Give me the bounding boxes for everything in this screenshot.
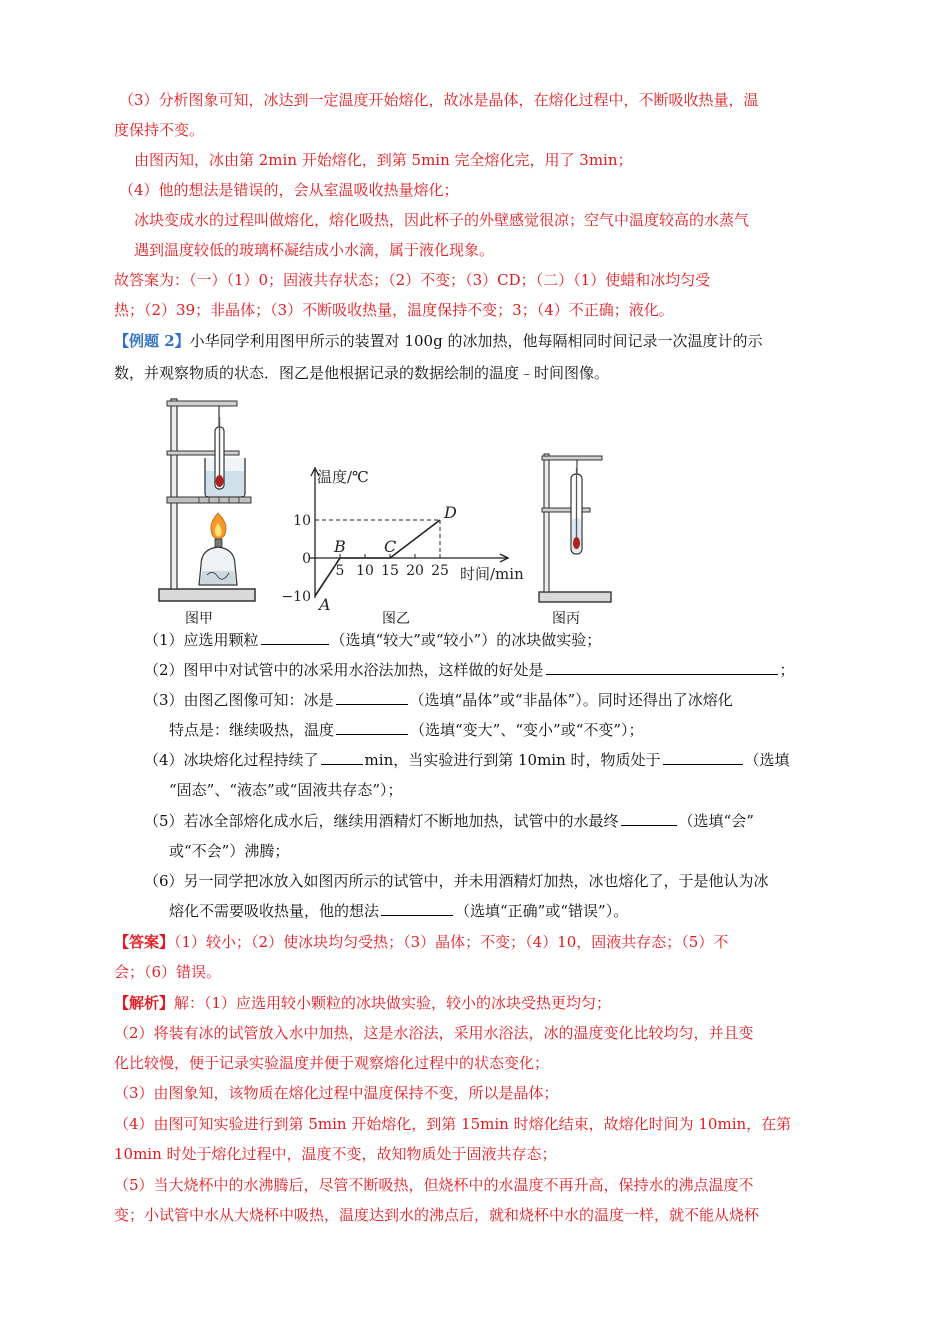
x-tick-label: 10 [356, 563, 374, 579]
answer-text: （1）较小；（2）使冰块均匀受热；（3）晶体；不变；（4）10，固液共存态；（5）不 [174, 933, 729, 951]
y-tick-label: 0 [302, 551, 311, 567]
prev-analysis-line: 度保持不变。 [114, 121, 205, 139]
analysis-line [114, 992, 611, 1014]
y-tick-label: 10 [293, 513, 311, 529]
question-5 [144, 810, 754, 832]
question-2 [144, 659, 795, 681]
answer-blank[interactable] [261, 630, 329, 645]
analysis-line: （4）由图可知实验进行到第 5min 开始熔化，到第 15min 时熔化结束，故熔化时间为 10min，在第 [114, 1115, 792, 1133]
figure-caption-bing: 图丙 [552, 611, 580, 627]
question-4-text2: min，当实验进行到第 10min 时，物质处于 [364, 751, 661, 769]
analysis-text: 解：（1）应选用较小颗粒的冰块做实验，较小的冰块受热更均匀； [174, 994, 612, 1012]
question-5-text: （5）若冰全部熔化成水后，继续用酒精灯不断地加热，试管中的水最终 [144, 812, 619, 830]
question-3-cont [169, 719, 644, 741]
prev-answer-line: 热；（2）39；非晶体；（3）不断吸收热量，温度保持不变；3；（4）不正确；液化。 [114, 301, 674, 319]
question-6-cont [169, 900, 628, 922]
answer-blank[interactable] [663, 750, 743, 765]
question-3-text2: 特点是：继续吸热，温度 [169, 721, 335, 739]
question-4-cont: “固态”、“液态”或“固液共存态”）； [169, 781, 403, 799]
answer-blank[interactable] [321, 750, 363, 765]
analysis-line: （3）由图象知，该物质在熔化过程中温度保持不变，所以是晶体； [114, 1084, 559, 1102]
analysis-tag: 【解析】 [114, 994, 175, 1012]
answer-blank[interactable] [381, 901, 453, 916]
x-tick-label: 5 [335, 563, 345, 579]
prev-analysis-line: 遇到温度较低的玻璃杯凝结成小水滴，属于液化现象。 [134, 241, 495, 259]
question-4 [144, 749, 790, 771]
example-tag: 【例题 2】 [114, 332, 190, 350]
example-intro-line2: 数，并观察物质的状态．图乙是他根据记录的数据绘制的温度﹣时间图像。 [114, 364, 610, 382]
x-tick-label: 20 [406, 563, 424, 579]
prev-analysis-line: （3）分析图象可知，冰达到一定温度开始熔化，故冰是晶体，在熔化过程中，不断吸收热量，温 [119, 91, 759, 109]
question-1 [144, 629, 601, 651]
answer-line2: 会；（6）错误。 [114, 963, 222, 981]
question-1-hint: （选填“较大”或“较小”）的冰块做实验； [330, 631, 602, 649]
x-axis-label: 时间/min [460, 565, 524, 583]
analysis-line: （5）当大烧杯中的水沸腾后，尽管不断吸热，但烧杯中的水温度不再升高，保持水的沸点温度不 [114, 1176, 754, 1194]
apparatus-bing-figure [535, 450, 615, 608]
prev-analysis-line: （4）他的想法是错误的，会从室温吸收热量熔化； [119, 181, 459, 199]
question-3-hint: （选填“晶体”或“非晶体”）。同时还得出了冰熔化 [409, 691, 733, 709]
example-intro [114, 330, 762, 352]
question-5-hint: （选填“会” [678, 812, 754, 830]
point-label: A [319, 595, 331, 614]
point-label: B [334, 537, 346, 556]
point-label: C [384, 537, 397, 556]
answer-line [114, 931, 728, 953]
point-label: D [444, 503, 457, 522]
analysis-line: 化比较慢，便于记录实验温度并便于观察熔化过程中的状态变化； [114, 1054, 550, 1072]
question-1-text: （1）应选用颗粒 [144, 631, 259, 649]
y-axis-label: 温度/℃ [317, 468, 369, 486]
answer-blank[interactable] [621, 811, 677, 826]
question-4-text: （4）冰块熔化过程持续了 [144, 751, 319, 769]
x-tick-label: 25 [431, 563, 449, 579]
example-intro-text: 小华同学利用图甲所示的装置对 100g 的冰加热，他每隔相同时间记录一次温度计的示 [189, 332, 763, 350]
y-tick-label: −10 [281, 589, 311, 605]
question-3 [144, 689, 733, 711]
question-5-cont: 或“不会”）沸腾； [169, 842, 290, 860]
x-tick-label: 15 [381, 563, 399, 579]
analysis-line: （2）将装有冰的试管放入水中加热，这是水浴法，采用水浴法，冰的温度变化比较均匀，并且变 [114, 1024, 754, 1042]
answer-tag: 【答案】 [114, 933, 175, 951]
analysis-line: 变；小试管中水从大烧杯中吸热，温度达到水的沸点后，就和烧杯中水的温度一样，就不能从烧杯 [114, 1206, 760, 1224]
answer-blank[interactable] [336, 690, 408, 705]
question-6-hint: （选填“正确”或“错误”）。 [455, 902, 629, 920]
question-6: （6）另一同学把冰放入如图丙所示的试管中，并未用酒精灯加热，冰也熔化了，于是他认为冰 [144, 872, 769, 890]
question-6-text: 熔化不需要吸收热量，他的想法 [169, 902, 380, 920]
answer-blank[interactable] [336, 720, 408, 735]
question-2-text: （2）图甲中对试管中的冰采用水浴法加热，这样做的好处是 [144, 661, 544, 679]
prev-analysis-line: 由图丙知，冰由第 2min 开始熔化，到第 5min 完全熔化完，用了 3min； [134, 151, 633, 169]
analysis-line: 10min 时处于熔化过程中，温度不变，故知物质处于固液共存态； [114, 1145, 557, 1163]
question-3-hint2: （选填“变大”、“变小”或“不变”）； [410, 721, 644, 739]
temperature-time-chart [281, 460, 550, 614]
apparatus-jia-figure [155, 393, 275, 606]
figure-caption-yi: 图乙 [382, 611, 410, 627]
answer-blank[interactable] [546, 660, 778, 675]
question-4-hint: （选填 [744, 751, 790, 769]
question-2-end: ； [779, 661, 795, 679]
prev-analysis-line: 冰块变成水的过程叫做熔化，熔化吸热，因此杯子的外壁感觉很凉；空气中温度较高的水蒸气 [134, 211, 750, 229]
figure-caption-jia: 图甲 [185, 611, 213, 627]
prev-answer-line: 故答案为：（一）（1）0；固液共存状态；（2）不变；（3）CD；（二）（1）使蜡和冰均匀受 [114, 271, 711, 289]
question-3-text: （3）由图乙图像可知：冰是 [144, 691, 334, 709]
